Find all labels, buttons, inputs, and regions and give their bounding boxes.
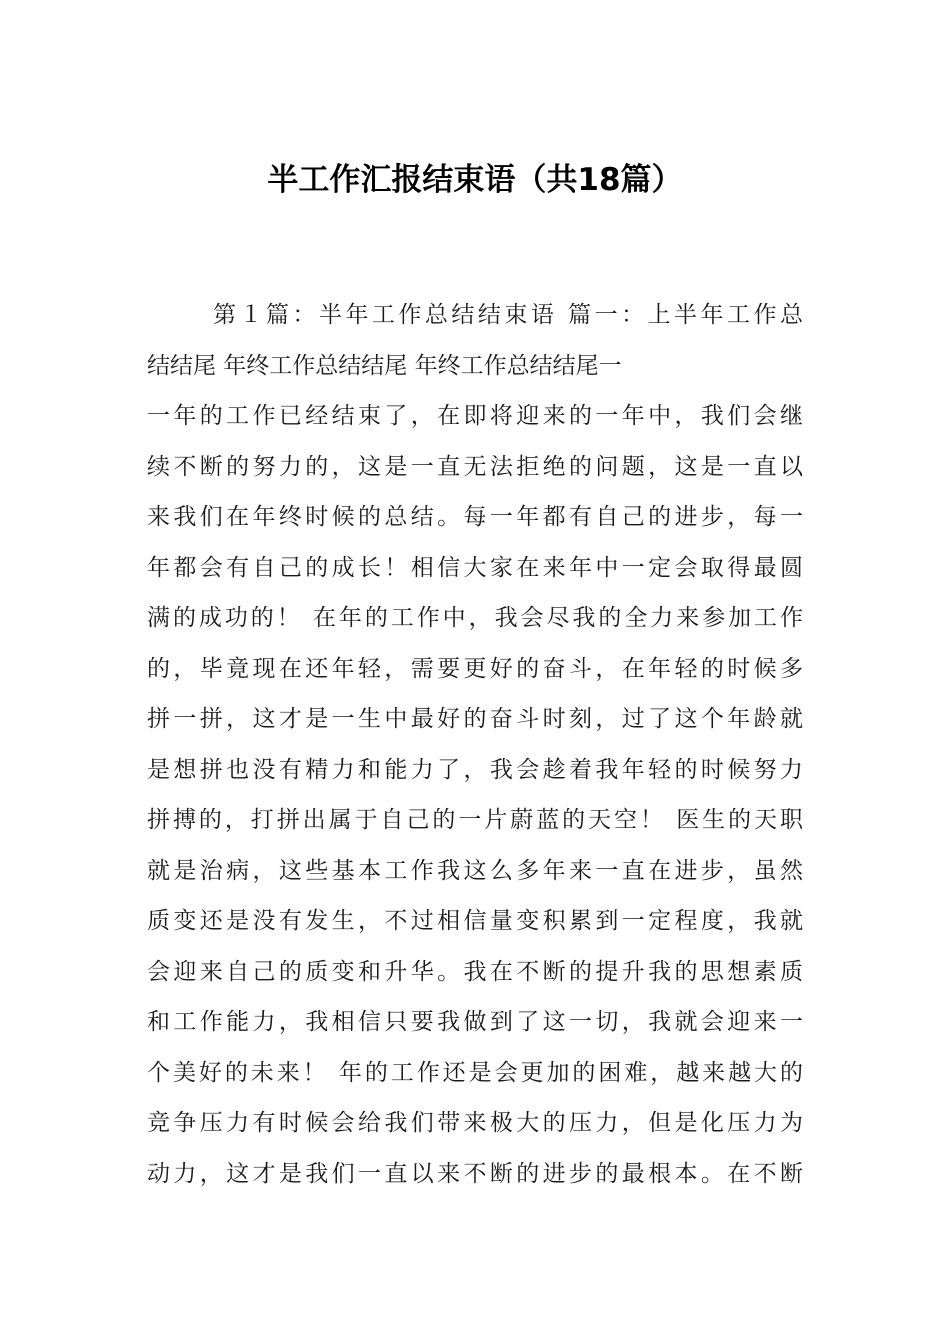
document-title: 半工作汇报结束语（共18篇）	[267, 162, 683, 198]
body-line: 是想拼也没有精力和能力了，我会趁着我年轻的时候努力	[147, 756, 803, 783]
body-line: 就是治病，这些基本工作我这么多年来一直在进步，虽然	[147, 857, 803, 884]
body-line: 拼搏的，打拼出属于自己的一片蔚蓝的天空！ 医生的天职	[147, 807, 803, 833]
body-line: 第１篇：半年工作总结结束语 篇一：上半年工作总	[213, 302, 803, 328]
body-line: 一年的工作已经结束了，在即将迎来的一年中，我们会继	[147, 403, 803, 429]
body-line: 会迎来自己的质变和升华。我在不断的提升我的思想素质	[147, 958, 803, 985]
body-line: 个美好的未来！ 年的工作还是会更加的困难，越来越大的	[147, 1059, 803, 1086]
body-line: 的，毕竟现在还年轻，需要更好的奋斗，在年轻的时候多	[147, 655, 803, 682]
body-line: 动力，这才是我们一直以来不断的进步的最根本。在不断	[147, 1160, 803, 1187]
body-line: 竞争压力有时候会给我们带来极大的压力，但是化压力为	[147, 1110, 803, 1136]
body-line: 结结尾 年终工作总结结尾 年终工作总结结尾一	[147, 352, 622, 379]
body-line: 拼一拼，这才是一生中最好的奋斗时刻，过了这个年龄就	[147, 706, 803, 732]
body-line: 满的成功的！ 在年的工作中，我会尽我的全力来参加工作	[147, 605, 803, 631]
body-line: 来我们在年终时候的总结。每一年都有自己的进步，每一	[147, 504, 803, 530]
body-line: 和工作能力，我相信只要我做到了这一切，我就会迎来一	[147, 1009, 803, 1035]
body-line: 续不断的努力的，这是一直无法拒绝的问题，这是一直以	[147, 453, 803, 480]
body-line: 年都会有自己的成长！相信大家在来年中一定会取得最圆	[147, 554, 803, 581]
body-line: 质变还是没有发生，不过相信量变积累到一定程度，我就	[147, 908, 803, 934]
document-body	[147, 290, 803, 1199]
